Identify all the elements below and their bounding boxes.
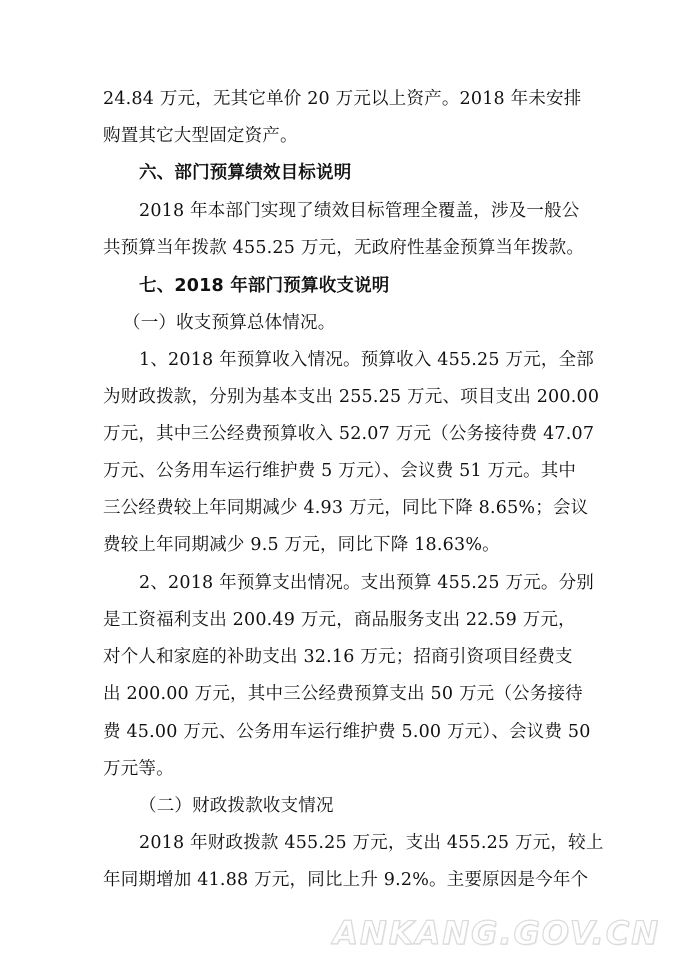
body-text-line: 对个人和家庭的补助支出 32.16 万元；招商引资项目经费支 bbox=[103, 647, 573, 667]
body-text-line: 出 200.00 万元，其中三公经费预算支出 50 万元（公务接待 bbox=[103, 684, 583, 704]
body-text-line: 为财政拨款，分别为基本支出 255.25 万元、项目支出 200.00 bbox=[103, 387, 600, 407]
body-text-line: 1、2018 年预算收入情况。预算收入 455.25 万元，全部 bbox=[139, 350, 594, 370]
section-heading: 六、部门预算绩效目标说明 bbox=[139, 163, 352, 183]
body-text-line: 费 45.00 万元、公务用车运行维护费 5.00 万元）、会议费 50 bbox=[103, 722, 591, 742]
section-heading: 七、2018 年部门预算收支说明 bbox=[139, 276, 390, 296]
body-text-line: 三公经费较上年同期减少 4.93 万元，同比下降 8.65%；会议 bbox=[103, 498, 589, 518]
body-text-line: 年同期增加 41.88 万元，同比上升 9.2%。主要原因是今年个 bbox=[103, 870, 589, 890]
body-text-line: 2、2018 年预算支出情况。支出预算 455.25 万元。分别 bbox=[139, 573, 594, 593]
body-text-line: 2018 年财政拨款 455.25 万元，支出 455.25 万元，较上 bbox=[139, 833, 604, 853]
body-text-line: 万元等。 bbox=[103, 759, 174, 779]
body-text-line: 是工资福利支出 200.49 万元，商品服务支出 22.59 万元， bbox=[103, 610, 576, 630]
body-text-line: 购置其它大型固定资产。 bbox=[103, 126, 298, 146]
body-text-line: 24.84 万元，无其它单价 20 万元以上资产。2018 年未安排 bbox=[103, 89, 582, 109]
body-text-line: 万元，其中三公经费预算收入 52.07 万元（公务接待费 47.07 bbox=[103, 424, 595, 444]
body-text-line: 2018 年本部门实现了绩效目标管理全覆盖，涉及一般公 bbox=[139, 201, 580, 221]
body-text-line: （一）收支预算总体情况。 bbox=[123, 313, 336, 333]
body-text-line: 费较上年同期减少 9.5 万元，同比下降 18.63%。 bbox=[103, 535, 500, 555]
body-text-line: 万元、公务用车运行维护费 5 万元）、会议费 51 万元。其中 bbox=[103, 461, 577, 481]
body-text-line: （二）财政拨款收支情况 bbox=[139, 796, 334, 816]
site-watermark: ANKANG.GOV.CN bbox=[333, 914, 660, 952]
body-text-line: 共预算当年拨款 455.25 万元，无政府性基金预算当年拨款。 bbox=[103, 238, 585, 258]
